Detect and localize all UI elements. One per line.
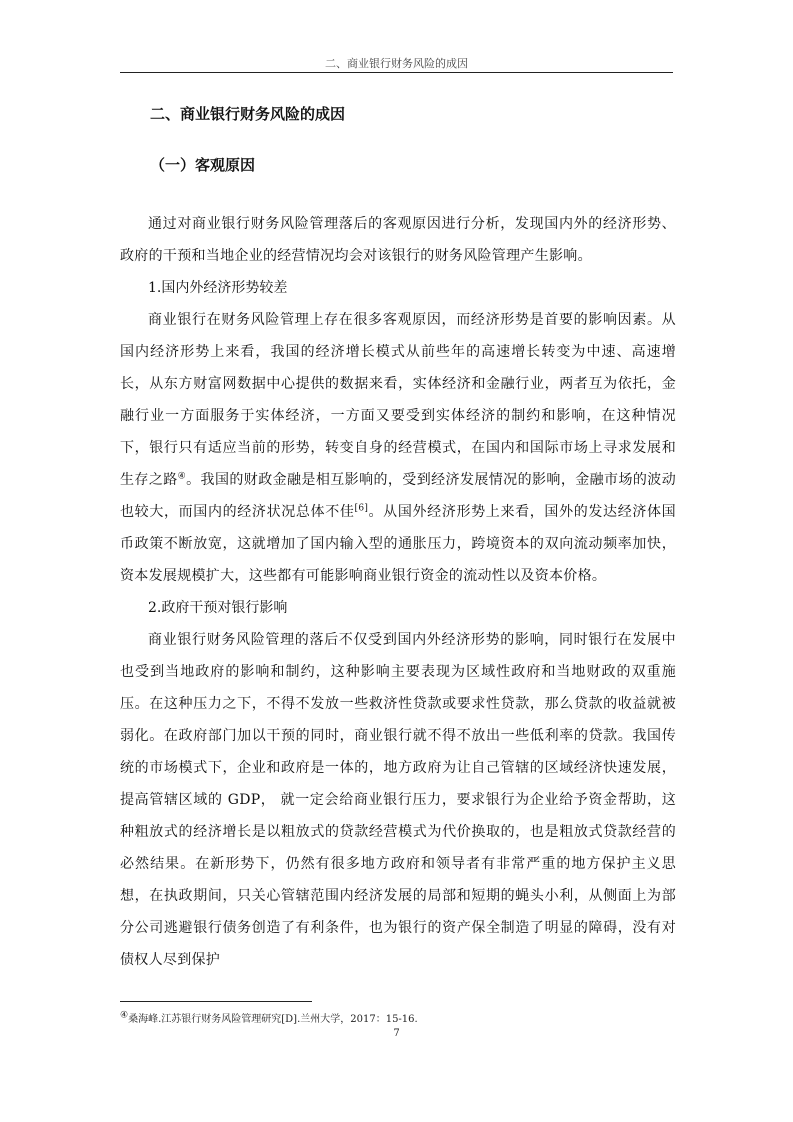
page-body <box>120 96 676 976</box>
running-header: 二、商业银行财务风险的成因 <box>325 57 468 70</box>
footnote <box>120 1010 418 1025</box>
economic-text-part2: 。我国的财政金融是相互影响的，受到经济发展情况的影响，金融市场的波动也较大，而国内的经济状况总体不佳 <box>120 472 677 520</box>
footnote-text: 桑海峰.江苏银行财务风险管理研究[D].兰州大学，2017：15-16. <box>128 1014 418 1025</box>
subheading-economic-situation: 1.国内外经济形势较差 <box>148 280 288 296</box>
subsection-title: （一）客观原因 <box>150 156 256 174</box>
footnote-divider <box>120 1001 312 1002</box>
citation-reference-marker[interactable]: [6] <box>354 503 369 514</box>
subheading-government-intervention: 2.政府干预对银行影响 <box>148 600 288 616</box>
footnote-marker: ④ <box>120 1010 129 1021</box>
section-title: 二、商业银行财务风险的成因 <box>150 105 346 123</box>
economic-text-part1: 商业银行在财务风险管理上存在很多客观原因，而经济形势是首要的影响因素。从国内经济形势上来看，我国的经济增长模式从前些年的高速增长转变为中速、高速增长，从东方财富网数据中心提供的数据来看，实体经济和金融行业，两者互为依托，金融行业一方面服务于实体经济，一方面又要受到实体经济的制约和影响，在这种情况下，银行只有适应当前的形势，转变自身的经营模式，在国内和国际市场上寻求发展和生存之路 <box>120 312 676 488</box>
economic-text-part3: 。从国外经济形势上来看，国外的发达经济体国币政策不断放宽，这就增加了国内输入型的通胀压力，跨境资本的双向流动频率加快，资本发展规模扩大，这些都有可能影响商业银行资金的流动性以及资本价格。 <box>120 504 676 584</box>
government-intervention-paragraph: 商业银行财务风险管理的落后不仅受到国内外经济形势的影响，同时银行在发展中也受到当地政府的影响和制约，这种影响主要表现为区域性政府和当地财政的双重施压。在这种压力之下，不得不发放一些救济性贷款或要求性贷款，那么贷款的收益就被弱化。在政府部门加以干预的同时，商业银行就不得不放出一些低利率的贷款。我国传统的市场模式下，企业和政府是一体的，地方政府为让自己管辖的区域经济快速发展， 提高管辖区域的 GDP， 就一定会给商业银行压力，要求银行为企业给予资金帮助，这种粗放式的经济增长是以粗放式的贷款经营模式为代价换取的，也是粗放式贷款经营的必然结果。在新形势下，仍然有很多地方政府和领导者有非常严重的地方保护主义思想，在执政期间，只关心管辖范围内经济发展的局部和短期的蝇头小利，从侧面上为部分公司逃避银行债务创造了有利条件，也为银行的资产保全制造了明显的障碍，没有对债权人尽到保护 <box>120 632 676 968</box>
header-divider <box>120 72 673 73</box>
footnote-reference-marker[interactable]: ④ <box>177 471 187 482</box>
page-number: 7 <box>393 1028 400 1039</box>
economic-situation-paragraph <box>120 304 676 592</box>
intro-paragraph: 通过对商业银行财务风险管理落后的客观原因进行分析，发现国内外的经济形势、政府的干预和当地企业的经营情况均会对该银行的财务风险管理产生影响。 <box>120 216 676 264</box>
